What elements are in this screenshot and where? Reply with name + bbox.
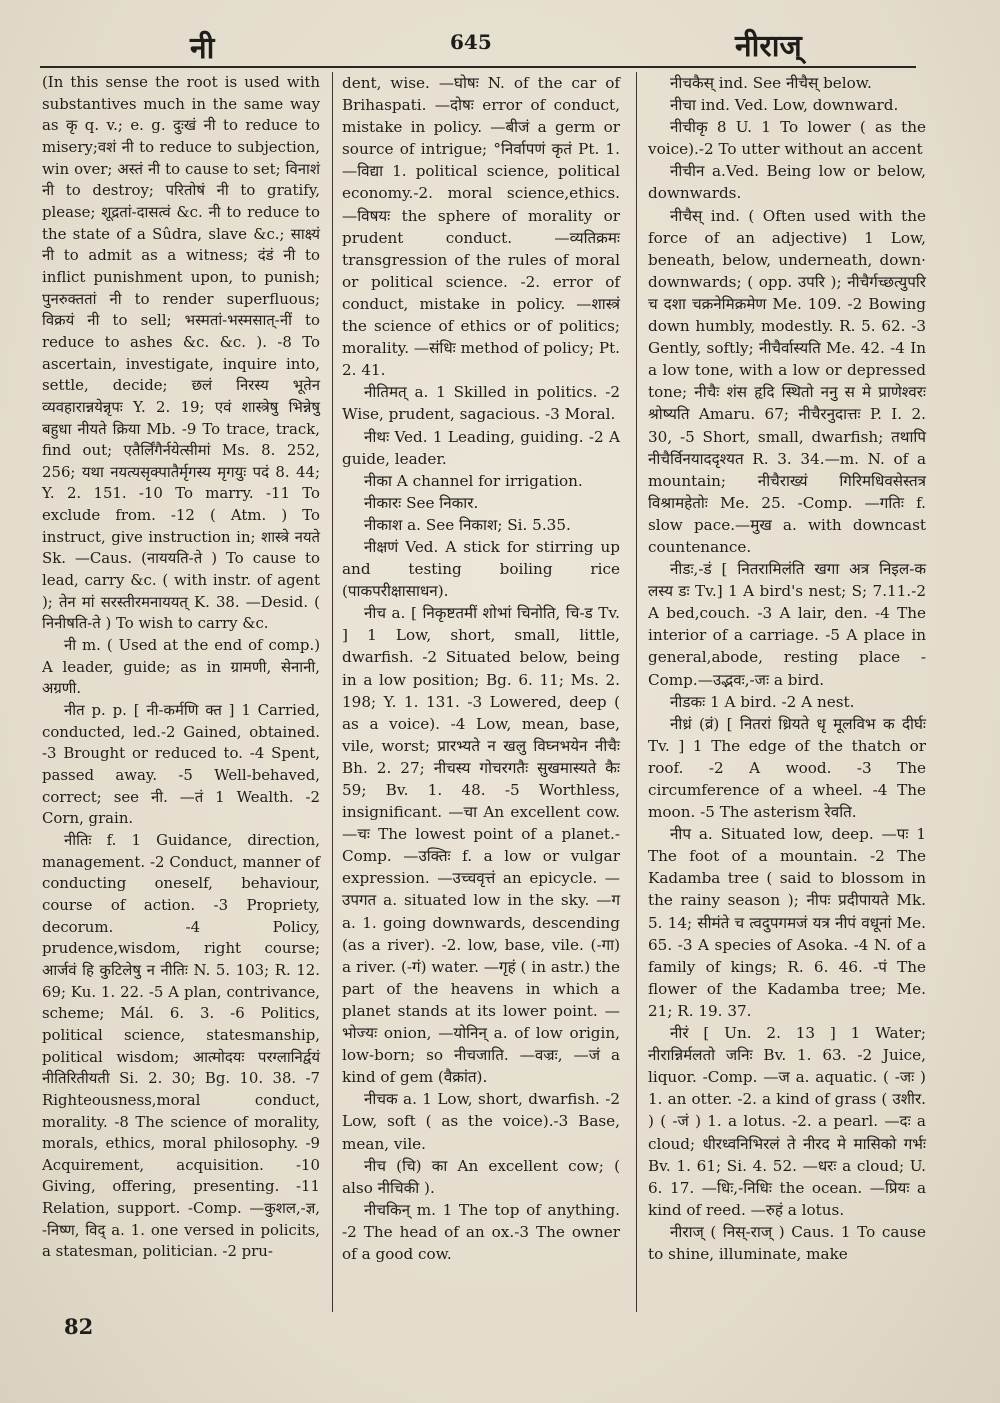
entry-nika: नीका A channel for irrigation. [364, 471, 583, 490]
entry-continuation: dent, wise. —घोषः N. of the car of Brihaspati. —दोषः error of conduct, mistake in policy. —बीजं a germ or source of intrigue; °निर्वापणं कृतं Pt. 1. —विद्या 1. political science, political economy.-2. moral science,ethics. —विषयः the sphere of morality or prudent conduct. —व्यतिक्रमः transgression of the rules of moral or political science. -2. error of conduct, mistake in policy. —शास्त्रं the science of ethics or of politics; morality. —संधिः method of policy; Pt. 2. 41. [342, 74, 620, 380]
entry-niraj: नीराज् ( निस्-राज् ) Caus. 1 To cause to shine, illuminate, make [648, 1222, 926, 1263]
entry-nida: नीडः,-डं [ नितरामिलंति खगा अत्र निइल-क लस्य डः Tv.] 1 A bird's nest; S; 7.11.-2 A bed,couch. -3 A lair, den. -4 The interior of a carriage. -5 A place in general,abode, resting place -Comp.—उद्भवः,-जः a bird. [648, 560, 926, 689]
page-header [40, 22, 940, 68]
entry-niti: नीतिः f. 1 Guidance, direction, management. -2 Conduct, manner of conducting oneself, behaviour, course of action. -3 Propriety, decorum. -4 Policy, prudence,wisdom, right course; आर्जवं हि कुटिलेषु न नीतिः N. 5. 103; R. 12. 69; Ku. 1. 22. -5 A plan, contrivance, scheme; Mál. 6. 3. -6 Politics, political science, statesmanship, political wisdom; आत्मोदयः परग्लानिर्द्वयं नीतिरितीयती Si. 2. 30; Bg. 10. 38. -7 Righteousness,moral conduct, morality. -8 The science of morality, morals, ethics, moral philosophy. -9 Acquirement, acquisition. -10 Giving, offering, presenting. -11 Relation, support. -Comp. —कुशल,-ज्ञ, -निष्ण, विद् a. 1. one versed in policits, a statesman, politician. -2 pru- [42, 830, 320, 1261]
entry-nira: नीरं [ Un. 2. 13 ] 1 Water; नीरान्निर्मलतो जनिः Bv. 1. 63. -2 Juice, liquor. -Comp. —ज a. aquatic. ( -जः ) 1. an otter. -2. a kind of grass ( उशीर. ) ( -जं ) 1. a lotus. -2. a pearl. —दः a cloud; धीरध्वनिभिरलं ते नीरद मे मासिको गर्भः Bv. 1. 61; Si. 4. 52. —धरः a cloud; U. 6. 17. —धिः,-निधिः the ocean. —प्रियः a kind of reed. —रुहं a lotus. [648, 1024, 926, 1219]
entry-nitimat: नीतिमत् a. 1 Skilled in politics. -2 Wise, prudent, sagacious. -3 Moral. [342, 383, 620, 424]
column-3 [648, 72, 926, 1265]
entry-continuation: (In this sense the root is used with substantives much in the same way as कृ q. v.; e. g. दुःखं नी to reduce to misery;वशं नी to reduce to subjection, win over; अस्तं नी to cause to set; विनाशं नी to destroy; परितोषं नी to gratify, please; शूद्रतां-दासत्वं &c. नी to reduce to the state of a Sûdra, slave &c.; साक्ष्यं नी to admit as a witness; दंडं नी to inflict punishment upon, to punish; पुनरुक्ततां नी to render superfluous; विक्रयं नी to sell; भस्मतां-भस्मसात्-नीं to reduce to ashes &c. &c. ). -8 To ascertain, investigate, inquire into, settle, decide; छलं निरस्य भूतेन व्यवहारान्नयेन्नृपः Y. 2. 19; एवं शास्त्रेषु भिन्नेषु बहुधा नीयते क्रिया Mb. -9 To trace, track, find out; एतैर्लिंगैर्नयेत्सीमां Ms. 8. 252, 256; यथा नयत्यसृक्पातैर्मृगस्य मृगयुः पदं 8. 44; Y. 2. 151. -10 To marry. -11 To exclude from. -12 ( Atm. ) To instruct, give instruction in; शास्त्रे नयते Sk. —Caus. (नाययति-ते ) To cause to lead, carry &c. ( with instr. of agent ); तेन मां सरस्तीरमनाययत् K. 38. —Desid. ( निनीषति-ते ) To wish to carry &c. [42, 73, 320, 633]
page-number: 645 [450, 30, 492, 54]
column-divider [332, 72, 333, 1312]
entry-nidaka: नीडकः 1 A bird. -2 A nest. [670, 692, 855, 711]
signature-number: 82 [64, 1314, 94, 1339]
entry-nichakais: नीचकैस् ind. See नीचैस् below. [670, 74, 872, 92]
column-1 [42, 72, 320, 1263]
entry-nichika: नीच (चि) का An excellent cow; ( also नीचिकी ). [342, 1156, 620, 1197]
entry-nicha-ind: नीचा ind. Ved. Low, downward. [670, 96, 899, 115]
entry-nichakin: नीचकिन् m. 1 The top of anything. -2 The head of an ox.-3 The owner of a good cow. [342, 1200, 620, 1263]
entry-nikshana: नीक्षणं Ved. A stick for stirring up and testing boiling rice (पाकपरीक्षासाधन). [342, 537, 620, 601]
entry-nicha: नीच a. [ निकृष्टतमीं शोभां चिनोति, चि-ड Tv. ] 1 Low, short, small, little, dwarfish. -2 Situated below, being in a low position; Bg. 6. 11; Ms. 2. 198; Y. 1. 131. -3 Lowered, deep ( as a voice). -4 Low, mean, base, vile, worst; प्रारभ्यते न खलु विघ्नभयेन नीचैः Bh. 2. 27; नीचस्य गोचरगतैः सुखमास्यते कैः 59; Bv. 1. 48. -5 Worthless, insignificant. —चा An excellent cow. —चः The lowest point of a planet.-Comp. —उक्तिः f. a low or vulgar expression. —उच्चवृत्तं an epicycle. —उपगत a. situated low in the sky. —ग a. 1. going downwards, descending (as a river). -2. low, base, vile. (-गा) a river. (-गं) water. —गृहं ( in astr.) the part of the heavens in which a planet stands at its lower point. —भोज्यः onion, —योनिन् a. of low origin, low-born; so नीचजाति. —वज्रः, —जं a kind of gem (वैक्रांत). [342, 604, 620, 1087]
column-2 [342, 72, 620, 1265]
entry-nichaka: नीचक a. 1 Low, short, dwarfish. -2 Low, soft ( as the voice).-3 Base, mean, vile. [342, 1090, 620, 1153]
entry-nipa: नीप a. Situated low, deep. —पः 1 The foot of a mountain. -2 The Kadamba tree ( said to blossom in the rainy season ); नीपः प्रदीपायते Mk. 5. 14; सीमंते च त्वदुपगमजं यत्र नीपं वधूनां Me. 65. -3 A species of Asoka. -4 N. of a family of kings; R. 6. 46. -पं The flower of the Kadamba tree; Me. 21; R. 19. 37. [648, 825, 926, 1020]
column-divider [636, 72, 637, 1312]
entry-nichais: नीचैस् ind. ( Often used with the force of an adjective) 1 Low, beneath, below, underneath, down· downwards; ( opp. उपरि ); नीचैर्गच्छत्युपरि च दशा चक्रनेमिक्रमेण Me. 109. -2 Bowing down humbly, modestly. R. 5. 62. -3 Gently, softly; नीचैर्वास्यति Me. 42. -4 In a low tone, with a low or depressed tone; नीचैः शंस हृदि स्थितो ननु स मे प्राणेश्वरः श्रोष्यति Amaru. 67; नीचैरनुदात्तः P. I. 2. 30, -5 Short, small, dwarfish; तथापि नीचैर्विनयाददृश्यत R. 3. 34.—m. N. of a mountain; नीचैराख्यं गिरिमधिवसेस्तत्र विश्रामहेतोः Me. 25. -Comp. —गतिः f. slow pace.—मुख a. with downcast countenance. [648, 206, 926, 556]
entry-nitha: नीथः Ved. 1 Leading, guiding. -2 A guide, leader. [342, 427, 620, 468]
entry-nichina: नीचीन a.Ved. Being low or below, downwards. [648, 162, 926, 203]
entry-nikara: नीकारः See निकार. [364, 493, 479, 512]
right-running-headword: नीराज् [735, 29, 802, 64]
entry-ni-masc: नी m. ( Used at the end of comp.) A leader, guide; as in ग्रामणी, सेनानी, अग्रणी. [42, 636, 320, 698]
entry-nikasha: नीकाश a. See निकाश; Si. 5.35. [364, 515, 571, 534]
entry-nichikri: नीचीकृ 8 U. 1 To lower ( as the voice).-2 To utter without an accent [648, 118, 926, 159]
entry-nidhra: नीध्रं (व्रं) [ नितरां ध्रियते धृ मूलविभ क दीर्घः Tv. ] 1 The edge of the thatch or roof. -2 A wood. -3 The circumference of a wheel. -4 The moon. -5 The asterism रेवति. [648, 714, 926, 822]
header-rule [40, 66, 916, 68]
entry-nita: नीत p. p. [ नी-कर्मणि क्त ] 1 Carried, conducted, led.-2 Gained, obtained. -3 Brought or reduced to. -4 Spent, passed away. -5 Well-behaved, correct; see नी. —तं 1 Wealth. -2 Corn, grain. [42, 701, 320, 828]
left-running-headword: नी [190, 31, 215, 66]
